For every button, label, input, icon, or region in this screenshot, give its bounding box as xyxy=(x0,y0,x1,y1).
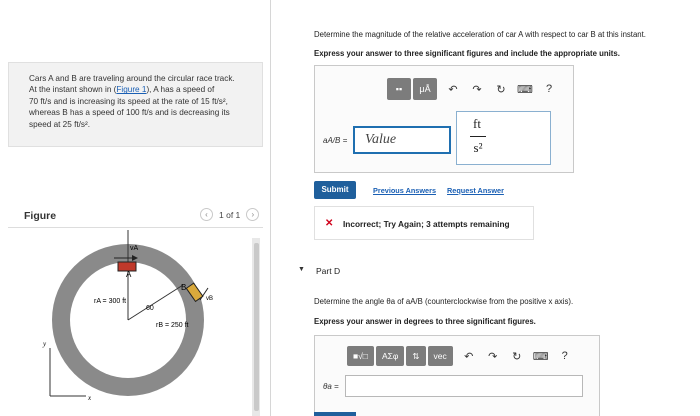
undo-icon[interactable]: ↶ xyxy=(448,83,458,96)
help-icon[interactable]: ? xyxy=(561,350,568,362)
close-icon: ✕ xyxy=(325,218,334,229)
part-c-instructions: Express your answer to three significant figures and include the appropriate units. xyxy=(314,49,620,58)
undo-icon[interactable]: ↶ xyxy=(464,350,474,363)
greek-symbols-button[interactable]: ΑΣφ xyxy=(376,346,404,366)
figure-pager xyxy=(200,208,259,221)
unit-fraction-bar xyxy=(470,136,486,137)
label-angle: 60 xyxy=(146,305,154,312)
previous-answers-link[interactable]: Previous Answers xyxy=(373,186,436,195)
submit-button[interactable]: Submit xyxy=(314,181,356,199)
label-rA: rA = 300 ft xyxy=(94,298,127,305)
unit-input[interactable] xyxy=(456,111,551,165)
reset-icon[interactable]: ↻ xyxy=(496,83,506,96)
label-vA: vA xyxy=(130,245,139,252)
pager-text: 1 of 1 xyxy=(219,209,241,220)
left-panel xyxy=(0,0,270,416)
figure-header xyxy=(8,202,263,228)
part-d-instructions: Express your answer in degrees to three significant figures. xyxy=(314,317,536,326)
label-vB: vB xyxy=(206,296,214,302)
math-template-button[interactable]: ■√□ xyxy=(347,346,374,366)
race-track-diagram xyxy=(8,230,253,416)
redo-icon[interactable]: ↷ xyxy=(488,350,498,363)
panel-divider xyxy=(270,0,271,416)
vector-button[interactable]: vec xyxy=(428,346,453,366)
part-d-variable-label: θa = xyxy=(323,382,339,391)
redo-icon[interactable]: ↷ xyxy=(472,83,482,96)
chevron-left-icon[interactable]: ‹ xyxy=(200,208,213,221)
unit-numerator: ft xyxy=(473,116,481,131)
part-d-question: Determine the angle θa of aA/B (counterclockwise from the positive x axis). xyxy=(314,297,574,306)
part-d-label[interactable]: Part D xyxy=(316,266,341,276)
part-c-toolbar xyxy=(387,78,559,100)
part-c-answer-box xyxy=(314,65,574,173)
keyboard-icon[interactable]: ⌨ xyxy=(532,350,549,363)
label-A: A xyxy=(126,270,132,279)
help-icon[interactable]: ? xyxy=(545,83,553,95)
label-B: B xyxy=(181,283,187,292)
part-d-answer-box xyxy=(314,335,600,416)
value-input[interactable]: Value xyxy=(353,126,451,154)
figure-scrollbar-thumb[interactable] xyxy=(254,243,259,411)
chevron-right-icon[interactable]: › xyxy=(246,208,259,221)
label-rB: rB = 250 ft xyxy=(156,322,189,329)
label-x: x xyxy=(88,394,92,402)
chevron-down-icon[interactable]: ▼ xyxy=(298,266,305,273)
units-button[interactable]: μÅ xyxy=(413,78,437,100)
feedback-text: Incorrect; Try Again; 3 attempts remaining xyxy=(343,219,510,229)
feedback-box xyxy=(314,206,534,240)
part-d-submit-button[interactable] xyxy=(314,412,356,416)
unit-denominator: s² xyxy=(473,140,483,155)
problem-line-4: whereas B has a speed of 100 ft/s and is decreasing its xyxy=(29,108,230,118)
label-y: y xyxy=(43,340,47,348)
problem-line-5: speed at 25 ft/s². xyxy=(29,119,90,129)
figure-title: Figure xyxy=(24,210,57,222)
template-button[interactable]: ▪▪ xyxy=(387,78,411,100)
request-answer-link[interactable]: Request Answer xyxy=(447,186,504,195)
reset-icon[interactable]: ↻ xyxy=(512,350,522,363)
problem-line-1: Cars A and B are traveling around the circular race track. xyxy=(29,74,235,83)
keyboard-icon[interactable]: ⌨ xyxy=(517,83,533,96)
right-panel xyxy=(290,0,700,416)
part-d-toolbar xyxy=(347,346,575,366)
subscript-button[interactable]: ⇅ xyxy=(406,346,425,366)
part-c-variable-label: aA/B = xyxy=(323,136,348,145)
problem-line-2: At the instant shown in (Figure 1), A has a speed of xyxy=(29,85,215,95)
part-c-question: Determine the magnitude of the relative acceleration of car A with respect to car B at this instant. xyxy=(314,30,646,39)
problem-statement xyxy=(8,62,263,147)
figure-link[interactable]: Figure 1 xyxy=(116,85,147,95)
problem-line-3: 70 ft/s and is increasing its speed at the rate of 15 ft/s², xyxy=(29,96,228,106)
angle-input[interactable] xyxy=(345,375,583,397)
figure-image xyxy=(8,230,253,416)
